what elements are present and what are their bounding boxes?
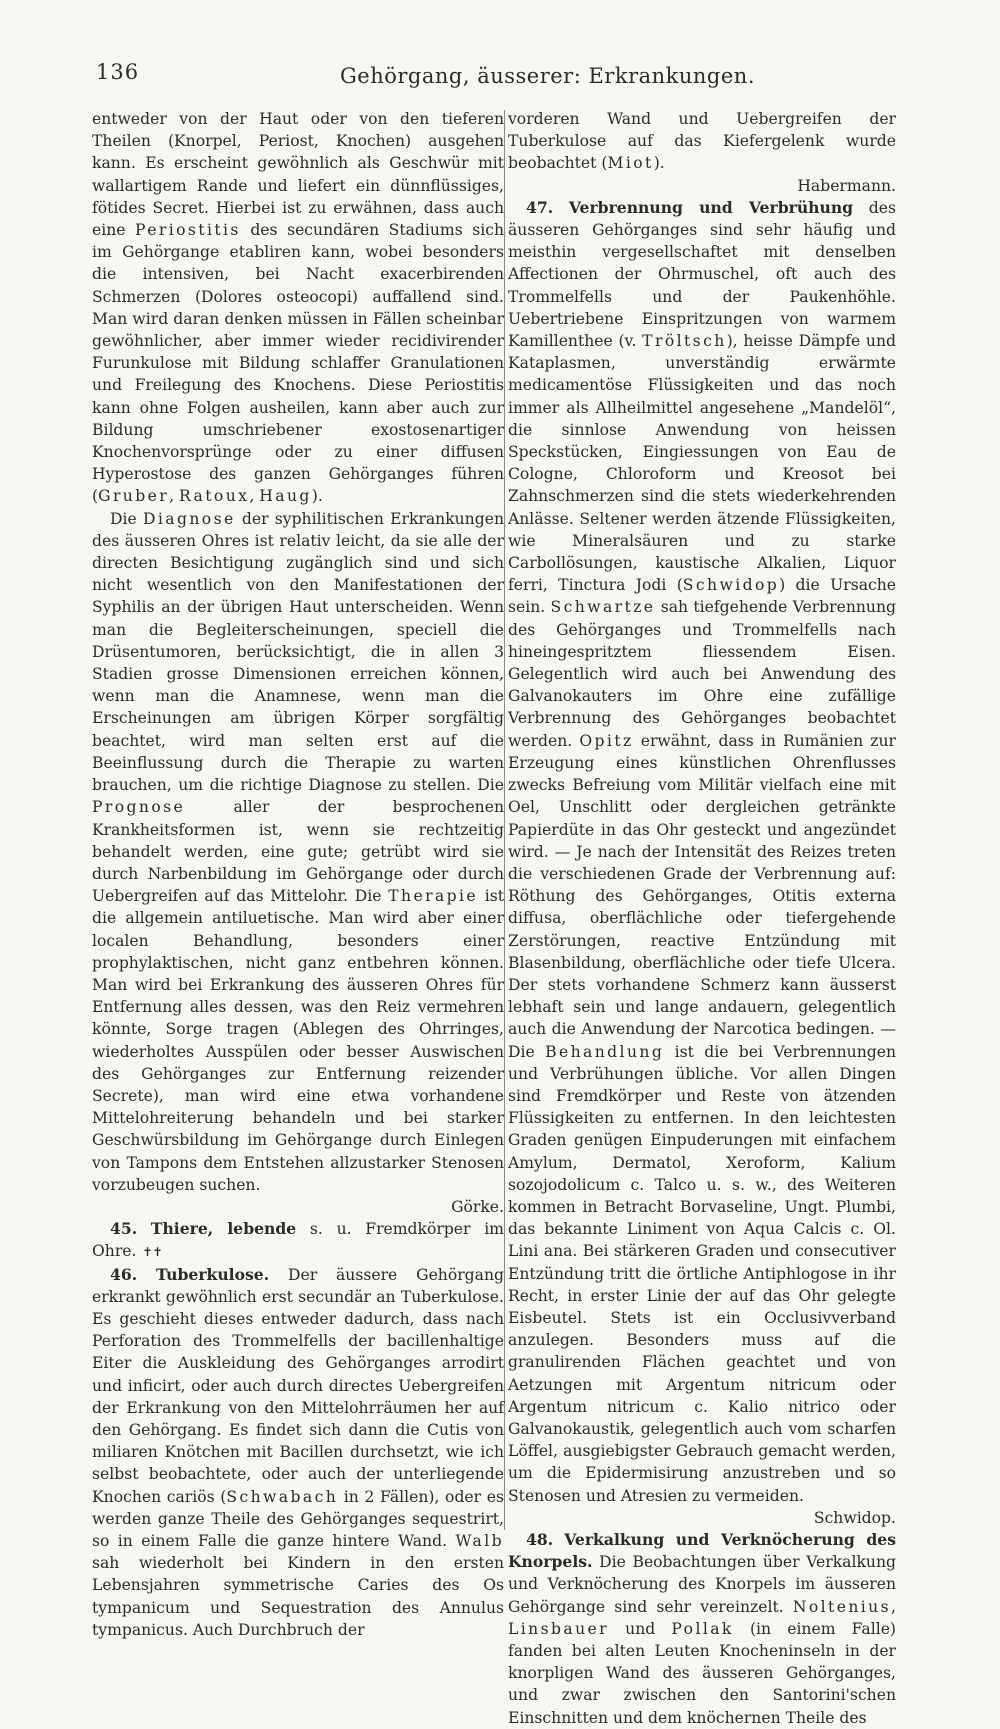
author-ref: Noltenius <box>792 1597 892 1616</box>
section-45: 45. Thiere, lebende s. u. Fremdkörper im Ohre. ✝✝ <box>92 1219 504 1261</box>
author-signature: Habermann. <box>797 176 896 195</box>
section-title: Tuberkulose. <box>155 1264 270 1284</box>
author-ref: Schwartze <box>550 598 656 617</box>
cross-mark: ✝✝ <box>142 1245 163 1260</box>
paragraph-tuberkulose-continued: vorderen Wand und Uebergreifen der Tuberkulose auf das Kiefergelenk wurde beobachtet (Miot). Habermann. <box>508 108 896 197</box>
section-title: Verbrennung und Verbrühung <box>568 197 854 217</box>
paragraph-syphilis-continued: entweder von der Haut oder von den tieferen Theilen (Knorpel, Periost, Knochen) ausgehen kann. Es erscheint gewöhnlich als Geschwür mit wallartigem Rande und liefert ein dünnflüssiges, fötides Secret. Hierbei ist zu erwähnen, dass auch eine Periostitis des secundären Stadiums sich im Gehörgange etabliren kann, wobei besonders die intensiven, bei Nacht exacerbirenden Schmerzen (Dolores osteocopi) auffallend sind. Man wird daran denken müssen in Fällen scheinbar gewöhnlicher, aber immer wieder recidivirender Furunkulose mit Bildung schlaffer Granulationen und Freilegung des Knochens. Diese Periostitis kann ohne Folgen ausheilen, kann aber auch zur Bildung umschriebener exostosenartiger Knochenvorsprünge oder zu einer diffusen Hyperostose des ganzen Gehörganges führen (Gruber, Ratoux, Haug). <box>92 110 504 506</box>
author-ref: Pollak <box>671 1619 734 1638</box>
author-ref: Haug <box>259 487 312 506</box>
author-signature: Schwidop. <box>813 1508 896 1527</box>
author-ref: Ratoux <box>179 487 250 506</box>
section-48: 48. Verkalkung und Verknöcherung des Knorpels. Die Beobachtungen über Verkalkung und Verknöcherung des Knorpels im äusseren Gehörgange sind sehr vereinzelt. Noltenius, Linsbauer und Pollak (in einem Falle) fanden bei alten Leuten Knocheninseln in der knorpligen Wand des äusseren Gehörganges, und zwar zwischen den Santorini'schen Einschnitten und dem knöchernen Theile des <box>508 1530 897 1727</box>
running-title: Gehörgang, äusserer: Erkrankungen. <box>340 64 755 88</box>
author-signature: Görke. <box>451 1197 504 1216</box>
section-number: 45. <box>110 1219 138 1239</box>
author-ref: Miot <box>607 154 654 173</box>
author-ref: Walb <box>455 1532 504 1550</box>
spaced-term: Behandlung <box>545 1042 665 1061</box>
spaced-term: Periostitis <box>135 221 241 240</box>
author-ref: Schwidop <box>682 576 780 595</box>
section-number: 48. <box>526 1530 554 1549</box>
section-number: 47. <box>526 197 554 217</box>
right-column <box>508 108 896 1729</box>
author-ref: Linsbauer <box>508 1619 609 1638</box>
left-column <box>92 108 504 1641</box>
section-46: 46. Tuberkulose. Der äussere Gehörgang erkrankt gewöhnlich erst secundär an Tuberkulose. Es geschieht dieses entweder dadurch, dass nach Perforation des Trommelfells der bacillenhaltige Eiter die Auskleidung des Gehörganges arrodirt und inficirt, oder auch durch directes Uebergreifen der Erkrankung von den Mittelohrräumen her auf den Gehörgang. Es findet sich dann die Cutis von miliaren Knötchen mit Bacillen durchsetzt, wie ich selbst beobachtete, oder auch der unterliegende Knochen cariös (Schwabach in 2 Fällen), oder es werden ganze Theile des Gehörganges sequestrirt, so in einem Falle die ganze hintere Wand. Walb sah wiederholt bei Kindern in den ersten Lebensjahren symmetrische Caries des Os tympanicum und Sequestration des Annulus tympanicus. Auch Durchbruch der <box>92 1264 504 1639</box>
section-title: Thiere, lebende <box>150 1219 297 1239</box>
section-number: 46. <box>110 1264 138 1284</box>
author-ref: Tröltsch <box>642 332 727 351</box>
paragraph-diagnose: Die Diagnose der syphilitischen Erkrankungen des äusseren Ohres ist relativ leicht, da sie alle der directen Besichtigung zugänglich sind und sich nicht wesentlich von den Manifestationen der Syphilis an der übrigen Haut unterscheiden. Wenn man die Begleiterscheinungen, speciell die Drüsentumoren, berücksichtigt, die in allen 3 Stadien grosse Dimensionen erreichen können, wenn man die Anamnese, wenn man die Erscheinungen am übrigen Körper sorgfältig beachtet, wird man selten erst auf die Beeinflussung durch die Therapie zu warten brauchen, um die richtige Diagnose zu stellen. Die Prognose aller der besprochenen Krankheitsformen ist, wenn sie rechtzeitig behandelt werden, eine gute; getrübt wird sie durch Narbenbildung im Gehörgange oder durch Uebergreifen auf das Mittelohr. Die Therapie ist die allgemein antiluetische. Man wird aber einer localen Behandlung, besonders einer prophylaktischen, nicht ganz entbehren können. Man wird bei Erkrankung des äusseren Ohres für Entfernung alles dessen, was den Reiz vermehren könnte, Sorge tragen (Ablegen des Ohrringes, wiederholtes Ausspülen oder besser Auswischen des Gehörganges zur Entfernung reizender Secrete), man wird eine etwa vorhandene Mittelohreiterung behandeln und bei starker Geschwürsbildung im Gehörgange durch Einlegen von Tampons dem Entstehen allzustarker Stenosen vorzubeugen suchen. Görke. <box>92 508 504 1219</box>
author-ref: Schwabach <box>226 1487 339 1506</box>
section-47: 47. Verbrennung und Verbrühung des äusseren Gehörganges sind sehr häufig und meisthin vergesellschaftet mit denselben Affectionen der Ohrmuschel, oft auch des Trommelfells und der Paukenhöhle. Uebertriebene Einspritzungen von warmem Kamillenthee (v. Tröltsch), heisse Dämpfe und Kataplasmen, unverständig erwärmte medicamentöse Flüssigkeiten und das noch immer als Allheilmittel angesehene „Mandelöl“, die sinnlose Anwendung von heissen Speckstücken, Eingiessungen von Eau de Cologne, Chloroform und Kreosot bei Zahnschmerzen sind die stets wiederkehrenden Anlässe. Seltener werden ätzende Flüssigkeiten, wie Mineralsäuren und zu starke Carbollösungen, kaustische Alkalien, Liquor ferri, Tinctura Jodi (Schwidop) die Ursache sein. Schwartze sah tiefgehende Verbrennung des Gehörganges und Trommelfells nach hineingespritztem fliessendem Eisen. Gelegentlich wird auch bei Anwendung des Galvanokauters im Ohre eine zufällige Verbrennung des Gehörganges beobachtet werden. Opitz erwähnt, dass in Rumänien zur Erzeugung eines künstlichen Ohrenflusses zwecks Befreiung vom Militär vielfach eine mit Oel, Unschlitt oder dergleichen getränkte Papierdüte in das Ohr gesteckt und angezündet wird. — Je nach der Intensität des Reizes treten die verschiedenen Grade der Verbrennung auf: Röthung des Gehörganges, Otitis externa diffusa, oberflächliche oder tiefergehende Zerstörungen, reactive Entzündung mit Blasenbildung, oberflächliche oder tiefe Ulcera. Der stets vorhandene Schmerz kann äusserst lebhaft sein und lange andauern, gelegentlich auch die Anwendung der Narcotica bedingen. — Die Behandlung ist die bei Verbrennungen und Verbrühungen übliche. Vor allen Dingen sind Fremdkörper und Reste von ätzenden Flüssigkeiten zu entfernen. In den leichtesten Graden genügen Einpuderungen mit einfachem Amylum, Dermatol, Xeroform, Kalium sozojodolicum c. Talco u. s. w., des Weiteren kommen in Betracht Borvaseline, Ungt. Plumbi, das bekannte Liniment von Aqua Calcis c. Ol. Lini ana. Bei stärkeren Graden und consecutiver Entzündung tritt die örtliche Antiphlogose in ihr Recht, in erster Linie der auf das Ohr gelegte Eisbeutel. Stets ist ein Occlusivverband anzulegen. Besonders muss auf die granulirenden Flächen geachtet und von Aetzungen mit Argentum nitricum oder Argentum nitricum c. Kalio nitrico oder Galvanokaustik, gelegentlich auch vom scharfen Löffel, ausgiebigster Gebrauch gemacht werden, um die Epidermisirung anzustreben und so Stenosen und Atresien zu vermeiden. Schwidop. <box>508 197 896 1529</box>
author-ref: Gruber <box>98 487 170 506</box>
spaced-term: Therapie <box>388 887 479 906</box>
author-ref: Opitz <box>579 731 634 750</box>
column-divider <box>504 110 505 1530</box>
spaced-term: Diagnose <box>142 509 236 528</box>
spaced-term: Prognose <box>92 798 186 817</box>
page-number: 136 <box>96 60 140 84</box>
section-title: Verkalkung und Verknöcherung des Knorpels. <box>508 1530 896 1572</box>
